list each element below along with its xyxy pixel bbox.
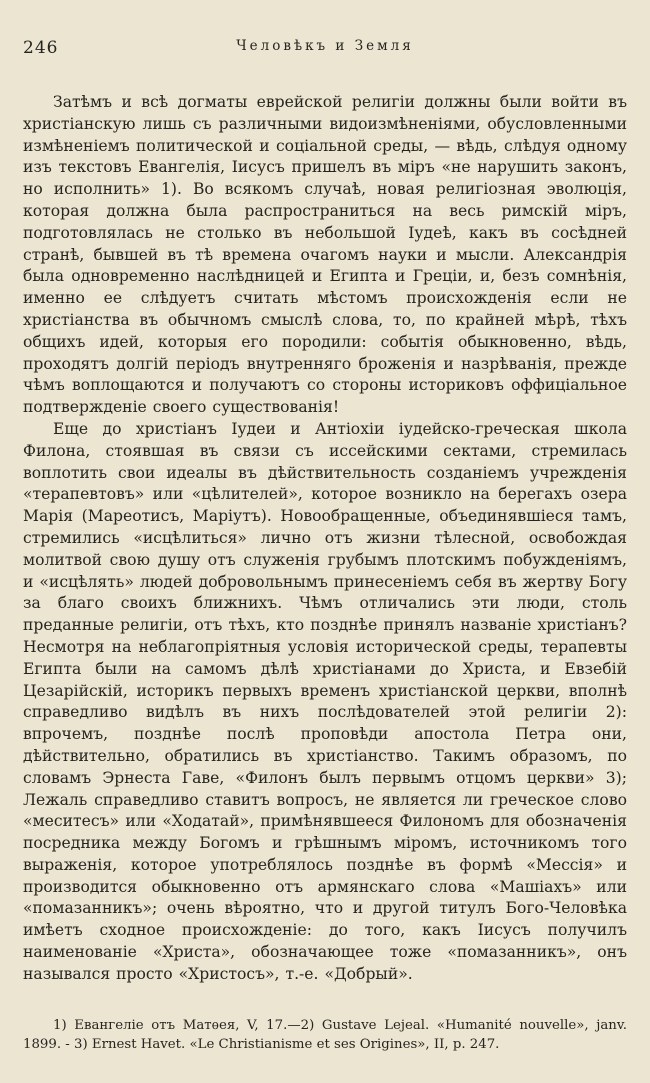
footnote-text: 1) Евангеліе отъ Матѳея, V, 17.—2) Gustave Lejeal. «Humanité nouvelle», janv. 1899. - 3) Ernest Havet. «Le Christianisme et ses Origines», II, p. 247.: [23, 1017, 627, 1052]
body-paragraph-1: Затѣмъ и всѣ догматы еврейской религіи должны были войти въ христіанскую лишь съ различными видоизмѣненіями, обусловленными измѣненіемъ политической и соціальной среды, — вѣдь, слѣдуя одному изъ текстовъ Евангелія, Іисусъ пришелъ въ міръ «не нарушить законъ, но исполнить» 1). Во всякомъ случаѣ, новая религіозная эволюція, которая должна была распространиться на весь римскій міръ, подготовлялась не столько въ небольшой Іудеѣ, какъ въ сосѣдней странѣ, бывшей въ тѣ времена очагомъ науки и мысли. Александрія была одновременно наслѣдницей и Египта и Греціи, и, безъ сомнѣнія, именно ее слѣдуетъ считать мѣстомъ происхожденія если не христіанства въ обычномъ смыслѣ слова, то, по крайней мѣрѣ, тѣхъ общихъ идей, которыя его породили: событія обыкновенно, вѣдь, проходятъ долгій періодъ внутренняго броженія и назрѣванія, прежде чѣмъ воплощаются и получаютъ со стороны историковъ оффиціальное подтвержденіе своего существованія!: [23, 93, 627, 417]
page-number: 246: [23, 38, 59, 58]
body-paragraph-2: Еще до христіанъ Іудеи и Антіохіи іудейско-греческая школа Филона, стоявшая въ связи съ иссейскими сектами, стремилась воплотить свои идеалы въ дѣйствительность созданіемъ учрежденія «терапевтовъ» или «цѣлителей», которое возникло на берегахъ озера Марія (Мареотисъ, Маріутъ). Новообращенные, объединявшіеся тамъ, стремились «исцѣлиться» лично отъ жизни тѣлесной, освобождая молитвой свою душу отъ служенія грубымъ плотскимъ побужденіямъ, и «исцѣлять» людей добровольнымъ принесеніемъ себя въ жертву Богу за благо своихъ ближнихъ. Чѣмъ отличались эти люди, столь преданные религіи, отъ тѣхъ, кто позднѣе принялъ названіе христіанъ? Несмотря на неблагопріятныя условія исторической среды, терапевты Египта были на самомъ дѣлѣ христіанами до Христа, и Евзебій Цезарійскій, историкъ первыхъ временъ христіанской церкви, вполнѣ справедливо видѣлъ въ нихъ послѣдователей этой религіи 2): впрочемъ, позднѣе послѣ проповѣди апостола Петра они, дѣйствительно, обратились въ христіанство. Такимъ образомъ, по словамъ Эрнеста Гаве, «Филонъ былъ первымъ отцомъ церкви» 3); Лежаль справедливо ставитъ вопросъ, не является ли греческое слово «меситесъ» или «Ходатай», примѣнявшееся Филономъ для обозначенія посредника между Богомъ и грѣшнымъ міромъ, источникомъ того выраженія, которое употреблялось позднѣе въ формѣ «Мессія» и производится обыкновенно отъ армянскаго слова «Машіахъ» или «помазанникъ»; очень вѣроятно, что и другой титулъ Бого-Человѣка имѣетъ сходное происхожденіе: до того, какъ Іисусъ получилъ наименованіе «Христа», обозначающее тоже «помазанникъ», онъ назывался просто «Христосъ», т.-е. «Добрый».: [23, 419, 627, 983]
body-text: [23, 92, 627, 986]
page-header: [23, 38, 627, 64]
footnotes: [23, 1016, 627, 1054]
running-title: Человѣкъ и Земля: [236, 38, 414, 54]
